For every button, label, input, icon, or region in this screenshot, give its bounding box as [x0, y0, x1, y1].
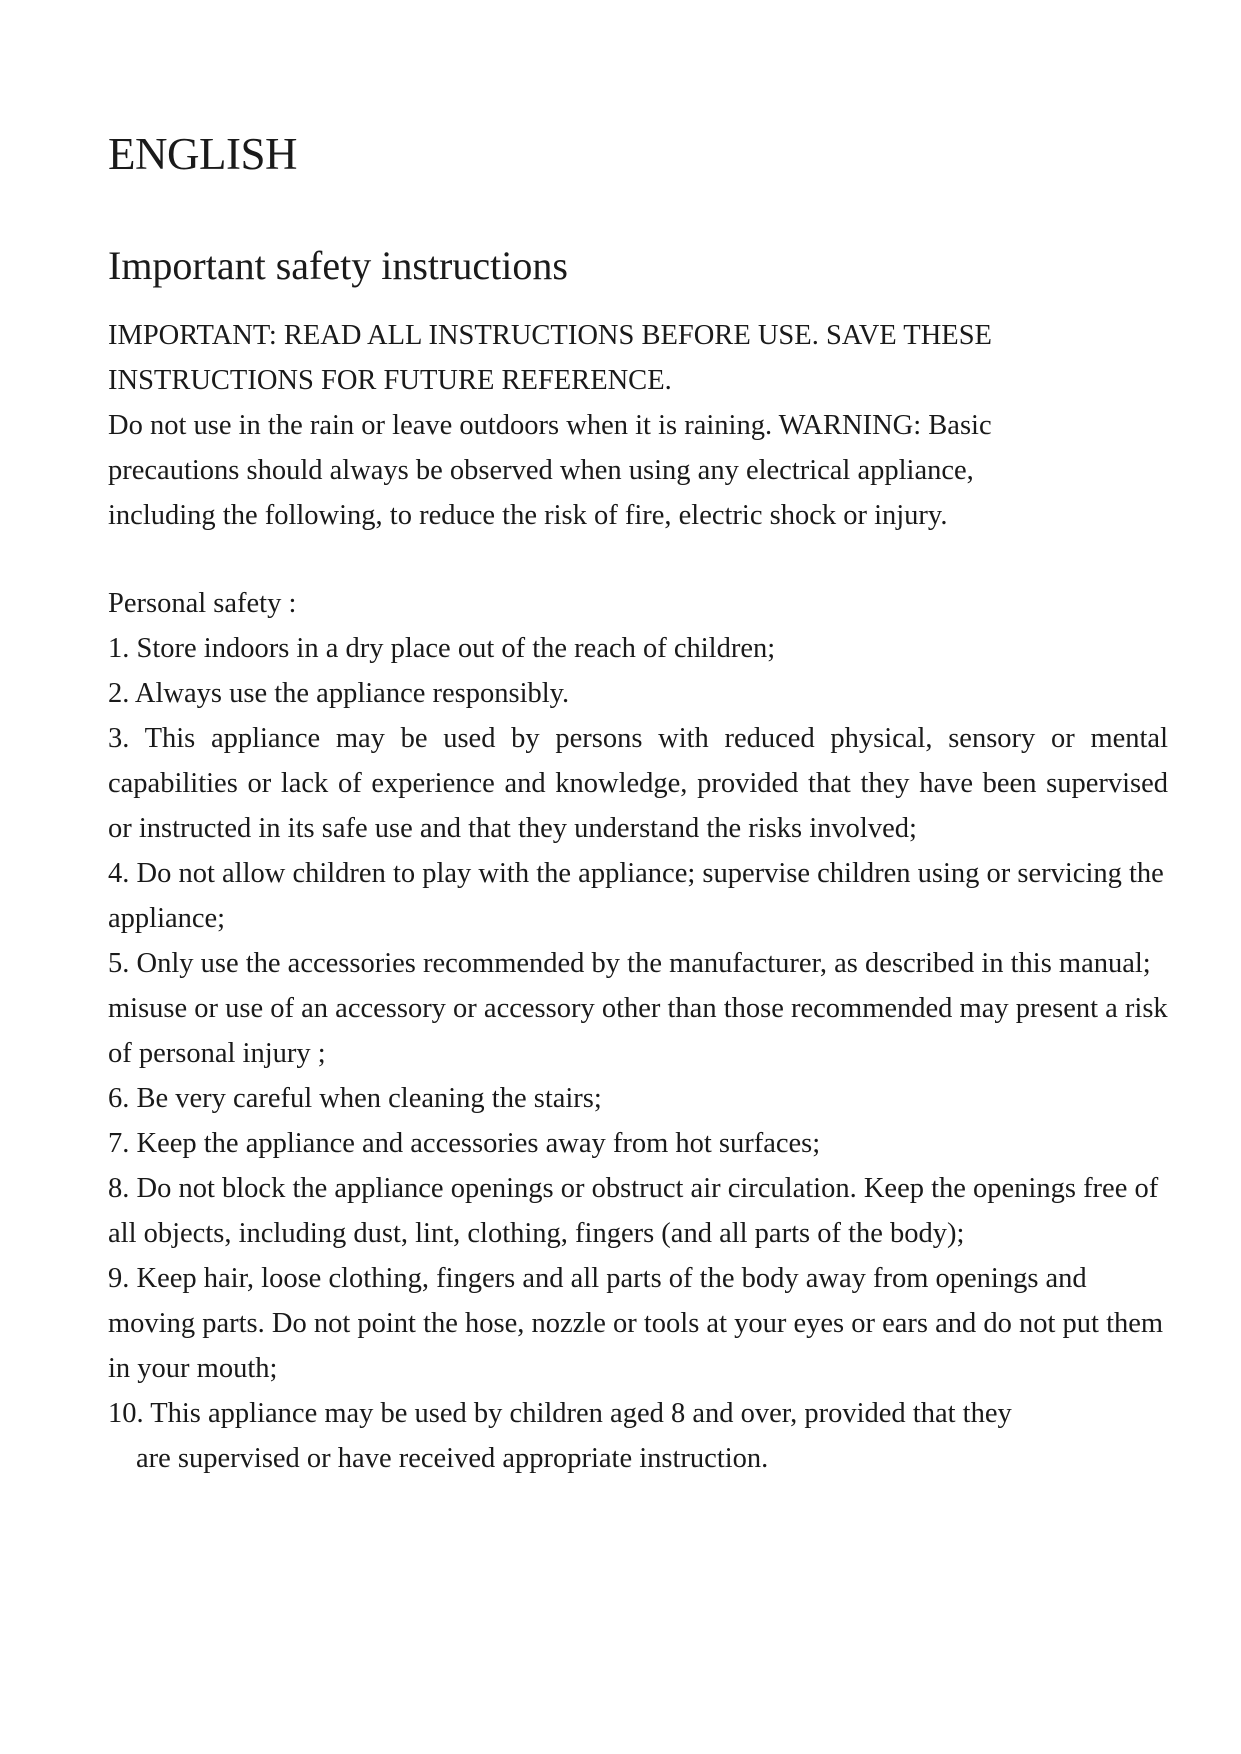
intro-line: precautions should always be observed when using any electrical appliance, [108, 455, 974, 486]
list-item-line: 10. This appliance may be used by children aged 8 and over, provided that they [108, 1398, 1012, 1429]
list-item-line: are supervised or have received appropriate instruction. [136, 1443, 769, 1474]
list-item: 7. Keep the appliance and accessories away from hot surfaces; [108, 1128, 821, 1159]
intro-line: IMPORTANT: READ ALL INSTRUCTIONS BEFORE USE. SAVE THESE [108, 320, 992, 351]
section-title: Important safety instructions [108, 243, 568, 288]
list-item: 2. Always use the appliance responsibly. [108, 678, 570, 709]
language-heading: ENGLISH [108, 129, 297, 179]
safety-list [108, 626, 1168, 1481]
personal-safety-heading: Personal safety : [108, 588, 297, 619]
list-item: 6. Be very careful when cleaning the stairs; [108, 1083, 602, 1114]
list-item: 9. Keep hair, loose clothing, fingers and all parts of the body away from openings and moving parts. Do not point the hose, nozzle or tools at your eyes or ears and do not put them in your mouth; [108, 1263, 1164, 1384]
intro-paragraph [108, 313, 1168, 538]
list-item: 5. Only use the accessories recommended by the manufacturer, as described in this manual; misuse or use of an accessory or accessory other than those recommended may present a risk of personal injury ; [108, 948, 1168, 1069]
list-item: 1. Store indoors in a dry place out of the reach of children; [108, 633, 776, 664]
list-item: 8. Do not block the appliance openings or obstruct air circulation. Keep the openings free of all objects, including dust, lint, clothing, fingers (and all parts of the body); [108, 1173, 1159, 1249]
list-item: 3. This appliance may be used by persons with reduced physical, sensory or mental capabilities or lack of experience and knowledge, provided that they have been supervised or instructed in its safe use and that they understand the risks involved; [108, 723, 1168, 844]
list-item [108, 1391, 1168, 1481]
intro-line: including the following, to reduce the risk of fire, electric shock or injury. [108, 500, 948, 531]
list-item: 4. Do not allow children to play with the appliance; supervise children using or servicing the appliance; [108, 858, 1164, 934]
intro-line: INSTRUCTIONS FOR FUTURE REFERENCE. [108, 365, 672, 396]
intro-line: Do not use in the rain or leave outdoors when it is raining. WARNING: Basic [108, 410, 992, 441]
